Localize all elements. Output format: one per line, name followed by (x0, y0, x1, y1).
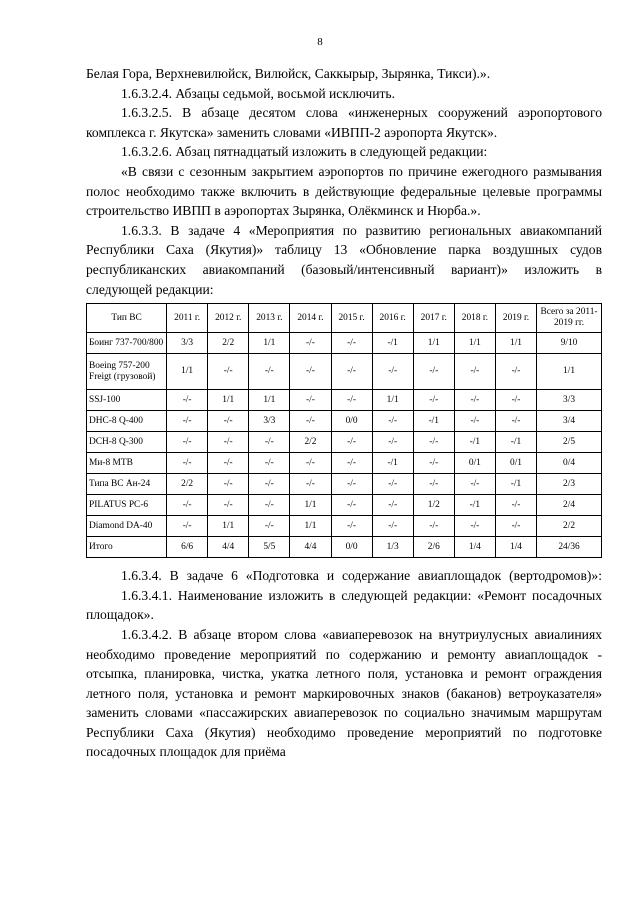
column-header: 2011 г. (167, 304, 208, 333)
value-cell: -/- (249, 354, 290, 390)
value-cell: -/- (413, 516, 454, 537)
value-cell: -/- (290, 390, 331, 411)
value-cell: 1/4 (454, 537, 495, 558)
value-cell: 0/1 (454, 453, 495, 474)
paragraph: «В связи с сезонным закрытием аэропортов по причине ежегодного размывания полос необходимо также включить в действующие федеральные целевые программы строительство ИВПП в аэропортах Зырянка, Олёкминск и Нюрба.». (86, 163, 602, 219)
value-cell: -/- (208, 474, 249, 495)
value-cell: -/- (290, 354, 331, 390)
value-cell: 2/6 (413, 537, 454, 558)
value-cell: -/- (495, 516, 536, 537)
table-row (87, 354, 602, 390)
value-cell: -/- (249, 432, 290, 453)
column-header: 2016 г. (372, 304, 413, 333)
value-cell: 1/1 (249, 333, 290, 354)
value-cell: -/- (167, 390, 208, 411)
value-cell: 2/4 (537, 495, 602, 516)
aircraft-type-cell: Итого (87, 537, 167, 558)
value-cell: -/- (331, 474, 372, 495)
column-header: 2018 г. (454, 304, 495, 333)
value-cell: -/- (208, 432, 249, 453)
value-cell: 0/1 (495, 453, 536, 474)
value-cell: 1/1 (290, 516, 331, 537)
paragraph: 1.6.3.4.1. Наименование изложить в следующей редакции: «Ремонт посадочных площадок». (86, 587, 602, 623)
value-cell: 1/3 (372, 537, 413, 558)
value-cell: 2/3 (537, 474, 602, 495)
value-cell: -/- (331, 333, 372, 354)
column-header: 2015 г. (331, 304, 372, 333)
table-row (87, 516, 602, 537)
value-cell: -/- (208, 495, 249, 516)
paragraph: Белая Гора, Верхневилюйск, Вилюйск, Саккырыр, Зырянка, Тикси).». (86, 66, 491, 81)
value-cell: -/- (167, 453, 208, 474)
value-cell: -/- (495, 495, 536, 516)
paragraph: 1.6.3.4. В задаче 6 «Подготовка и содержание авиаплощадок (вертодромов)»: (121, 568, 602, 584)
aircraft-type-cell: Типа ВС Ан-24 (87, 474, 167, 495)
value-cell: 1/1 (454, 333, 495, 354)
value-cell: -/- (454, 474, 495, 495)
table-row (87, 432, 602, 453)
value-cell: -/- (331, 495, 372, 516)
value-cell: -/- (331, 453, 372, 474)
value-cell: -/- (290, 453, 331, 474)
value-cell: 1/4 (495, 537, 536, 558)
value-cell: -/- (454, 390, 495, 411)
value-cell: 1/1 (290, 495, 331, 516)
value-cell: 2/2 (167, 474, 208, 495)
column-header: 2017 г. (413, 304, 454, 333)
value-cell: -/- (495, 354, 536, 390)
page-number: 8 (317, 36, 323, 48)
value-cell: -/- (413, 453, 454, 474)
value-cell: -/- (290, 333, 331, 354)
value-cell: -/- (372, 474, 413, 495)
value-cell: -/- (290, 411, 331, 432)
value-cell: -/- (454, 354, 495, 390)
paragraph: 1.6.3.2.6. Абзац пятнадцатый изложить в следующей редакции: (121, 144, 488, 160)
value-cell: -/- (495, 390, 536, 411)
column-header: 2013 г. (249, 304, 290, 333)
value-cell: 3/4 (537, 411, 602, 432)
value-cell: -/- (372, 516, 413, 537)
aircraft-type-cell: Diamond DA-40 (87, 516, 167, 537)
document-body (86, 64, 602, 762)
value-cell: 3/3 (249, 411, 290, 432)
value-cell: -/- (249, 516, 290, 537)
value-cell: 0/0 (331, 411, 372, 432)
value-cell: -/- (208, 354, 249, 390)
value-cell: -/- (167, 516, 208, 537)
value-cell: -/- (249, 474, 290, 495)
value-cell: 1/1 (167, 354, 208, 390)
value-cell: 3/3 (167, 333, 208, 354)
value-cell: 1/1 (372, 390, 413, 411)
aircraft-type-cell: Ми-8 МТВ (87, 453, 167, 474)
table-header-row (87, 304, 602, 333)
aircraft-type-cell: DCH-8 Q-300 (87, 432, 167, 453)
value-cell: -/- (208, 453, 249, 474)
value-cell: -/- (331, 354, 372, 390)
aircraft-fleet-table (86, 303, 602, 558)
value-cell: -/- (413, 432, 454, 453)
value-cell: -/- (372, 432, 413, 453)
value-cell: -/- (167, 411, 208, 432)
aircraft-type-cell: DHC-8 Q-400 (87, 411, 167, 432)
value-cell: -/- (167, 432, 208, 453)
table-row (87, 453, 602, 474)
column-header: 2012 г. (208, 304, 249, 333)
value-cell: -/- (413, 354, 454, 390)
paragraph: 1.6.3.2.5. В абзаце десятом слова «инженерных сооружений аэропортового комплекса г. Якутска» заменить словами «ИВПП-2 аэропорта Якутск». (86, 105, 602, 140)
value-cell: -/- (454, 411, 495, 432)
paragraph: 1.6.3.3. В задаче 4 «Мероприятия по развитию региональных авиакомпаний Республики Саха (Якутия)» таблицу 13 «Обновление парка воздушных судов республиканских авиакомпаний (базовый/интенсивный вариант)» изложить в следующей редакции: (86, 222, 602, 297)
value-cell: -/- (372, 354, 413, 390)
table-row (87, 474, 602, 495)
value-cell: -/1 (454, 495, 495, 516)
value-cell: 1/1 (413, 333, 454, 354)
value-cell: 4/4 (208, 537, 249, 558)
table-row (87, 333, 602, 354)
value-cell: -/- (249, 495, 290, 516)
aircraft-type-cell: PILATUS PC-6 (87, 495, 167, 516)
value-cell: -/- (249, 453, 290, 474)
value-cell: 1/1 (208, 390, 249, 411)
aircraft-type-cell: Boeing 757-200 Freigt (грузовой) (87, 354, 167, 390)
column-header: Всего за 2011-2019 гг. (537, 304, 602, 333)
value-cell: -/- (413, 474, 454, 495)
value-cell: -/1 (413, 411, 454, 432)
value-cell: -/- (454, 516, 495, 537)
value-cell: -/- (495, 411, 536, 432)
value-cell: -/1 (495, 432, 536, 453)
value-cell: 1/1 (208, 516, 249, 537)
value-cell: 2/5 (537, 432, 602, 453)
value-cell: 2/2 (290, 432, 331, 453)
table-row (87, 537, 602, 558)
paragraph: 1.6.3.2.4. Абзацы седьмой, восьмой исключить. (121, 85, 396, 101)
value-cell: 5/5 (249, 537, 290, 558)
paragraph: 1.6.3.4.2. В абзаце втором слова «авиаперевозок на внутриулусных авиалиниях необходимо проведение мероприятий по содержанию и ремонту авиаплощадок - отсыпка, планировка, чистка, укатка летного поля, установка и ремонт ограждения летного поля, установка и ремонт маркировочных знаков (баканов) ветроуказателя» заменить словами «пассажирских авиаперевозок по социально значимым маршрутам Республики Саха (Якутия) необходимо проведение мероприятий по подготовке посадочных площадок для приёма (86, 626, 602, 760)
value-cell: 2/2 (208, 333, 249, 354)
value-cell: -/- (290, 474, 331, 495)
value-cell: -/- (208, 411, 249, 432)
value-cell: 4/4 (290, 537, 331, 558)
value-cell: -/- (331, 432, 372, 453)
value-cell: 2/2 (537, 516, 602, 537)
table-row (87, 411, 602, 432)
value-cell: 9/10 (537, 333, 602, 354)
column-header: Тип ВС (87, 304, 167, 333)
value-cell: 1/2 (413, 495, 454, 516)
value-cell: -/- (413, 390, 454, 411)
table-row (87, 390, 602, 411)
value-cell: 24/36 (537, 537, 602, 558)
aircraft-type-cell: SSJ-100 (87, 390, 167, 411)
value-cell: 0/4 (537, 453, 602, 474)
value-cell: -/- (167, 495, 208, 516)
column-header: 2014 г. (290, 304, 331, 333)
value-cell: 3/3 (537, 390, 602, 411)
value-cell: 1/1 (495, 333, 536, 354)
value-cell: -/- (372, 495, 413, 516)
value-cell: -/1 (372, 453, 413, 474)
value-cell: -/1 (372, 333, 413, 354)
table-row (87, 495, 602, 516)
value-cell: 0/0 (331, 537, 372, 558)
value-cell: -/- (331, 516, 372, 537)
value-cell: -/1 (454, 432, 495, 453)
value-cell: 1/1 (537, 354, 602, 390)
column-header: 2019 г. (495, 304, 536, 333)
value-cell: 1/1 (249, 390, 290, 411)
value-cell: -/- (372, 411, 413, 432)
value-cell: 6/6 (167, 537, 208, 558)
aircraft-type-cell: Боинг 737-700/800 (87, 333, 167, 354)
value-cell: -/1 (495, 474, 536, 495)
value-cell: -/- (331, 390, 372, 411)
